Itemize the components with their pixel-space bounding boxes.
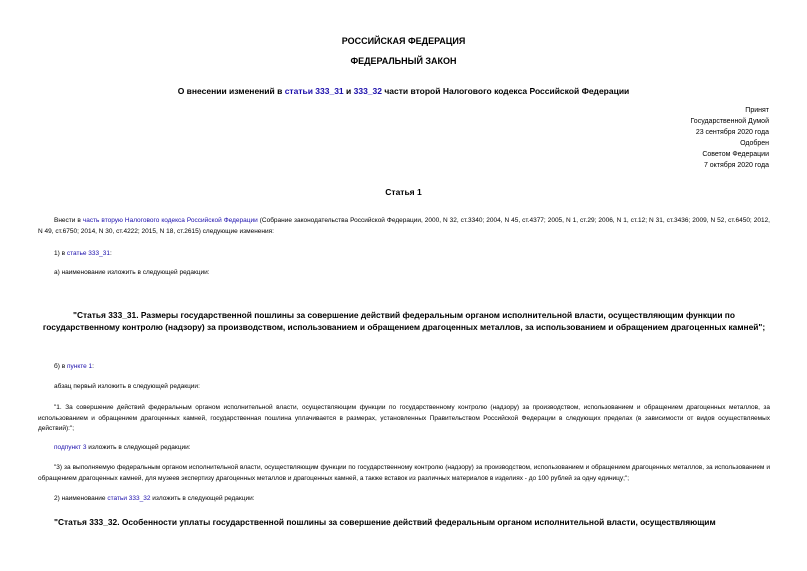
title-prefix: О внесении изменений в (177, 86, 285, 96)
link-subpoint-3[interactable]: подпункт 3 (54, 444, 87, 451)
item-b: б) в пункте 1: (54, 363, 94, 370)
adoption-line: Одобрен (740, 140, 769, 147)
adoption-line: 7 октября 2020 года (703, 162, 769, 169)
adoption-line: 23 сентября 2020 года (695, 129, 769, 136)
abzac-line: абзац первый изложить в следующей редакции: (54, 383, 200, 390)
adoption-line: Государственной Думой (690, 118, 769, 125)
article-heading: Статья 1 (385, 187, 422, 197)
item-2: 2) наименование статьи 333_32 изложить в следующей редакции: (54, 495, 255, 502)
link-point-1[interactable]: пункте 1 (66, 363, 93, 370)
quote-article-333-32-title: "Статья 333_32. Особенности уплаты государственной пошлины за совершение действий федеральным органом исполнительной власти, осуществляющим (54, 517, 716, 527)
adoption-line: Принят (745, 107, 769, 114)
adoption-line: Советом Федерации (702, 151, 769, 158)
title-suffix: части второй Налогового кодекса Российской Федерации (382, 86, 630, 96)
item-a: а) наименование изложить в следующей редакции: (54, 269, 210, 276)
quote-article-333-31-title: "Статья 333_31. Размеры государственной пошлины за совершение действий федеральным органом исполнительной власти, осуществляющим функции по государственному контролю (надзору) за производством, использованием и обращением драгоценных металлов, за использованием и обращением драгоценных камней"; (42, 310, 766, 332)
adoption-block (690, 105, 769, 171)
item-1: 1) в статье 333_31: (54, 250, 112, 257)
quote-subpoint-3: "3) за выполняемую федеральным органом исполнительной власти, осуществляющим функции по государственному контролю (надзору) за производством, использованием и обращением драгоценных металлов, за использованием и обращением драгоценных камней, для музеев экспертизу драгоценных металлов и драгоценных камней, а также вставок из различных материалов в изделиях - до 100 рублей за одну единицу;"; (38, 464, 770, 482)
title-link-article-333-31[interactable]: статьи 333_31 (284, 86, 344, 96)
title-link-article-333-32[interactable]: 333_32 (353, 86, 382, 96)
article-intro: Внести в часть вторую Налогового кодекса Российской Федерации (Собрание законодательства Российской Федерации, 2000, N 32, ст.3340; 2004, N 45, ст.4377; 2005, N 1, ст.29; 2006, N 1, ст.12; N 31, ст.3436; 2009, N 52, ст.6450; 2012, N 49, ст.6750; 2014, N 30, ст.4222; 2015, N 18, ст.2615) следующие изменения: (38, 217, 770, 235)
subpoint-3-line: подпункт 3 изложить в следующей редакции: (54, 444, 191, 451)
link-article-333-32[interactable]: статьи 333_32 (107, 495, 151, 502)
title-mid: и (343, 86, 354, 96)
country-heading: РОССИЙСКАЯ ФЕДЕРАЦИЯ (341, 36, 466, 46)
law-title (0, 86, 807, 96)
link-part-two-tax-code[interactable]: часть вторую Налогового кодекса Российской Федерации (82, 217, 258, 224)
quote-point-1: "1. За совершение действий федеральным органом исполнительной власти, осуществляющим функции по государственному контролю (надзору) за производством, использованием и обращением драгоценных металлов, за использованием и обращением драгоценных камней, государственная пошлина уплачивается в размерах, установленных Правительством Российской Федерации в следующих пределах (в зависимости от видов осуществляемых действий):"; (38, 404, 770, 432)
link-article-333-31[interactable]: статье 333_31 (66, 250, 110, 257)
law-type-heading: ФЕДЕРАЛЬНЫЙ ЗАКОН (350, 56, 457, 66)
